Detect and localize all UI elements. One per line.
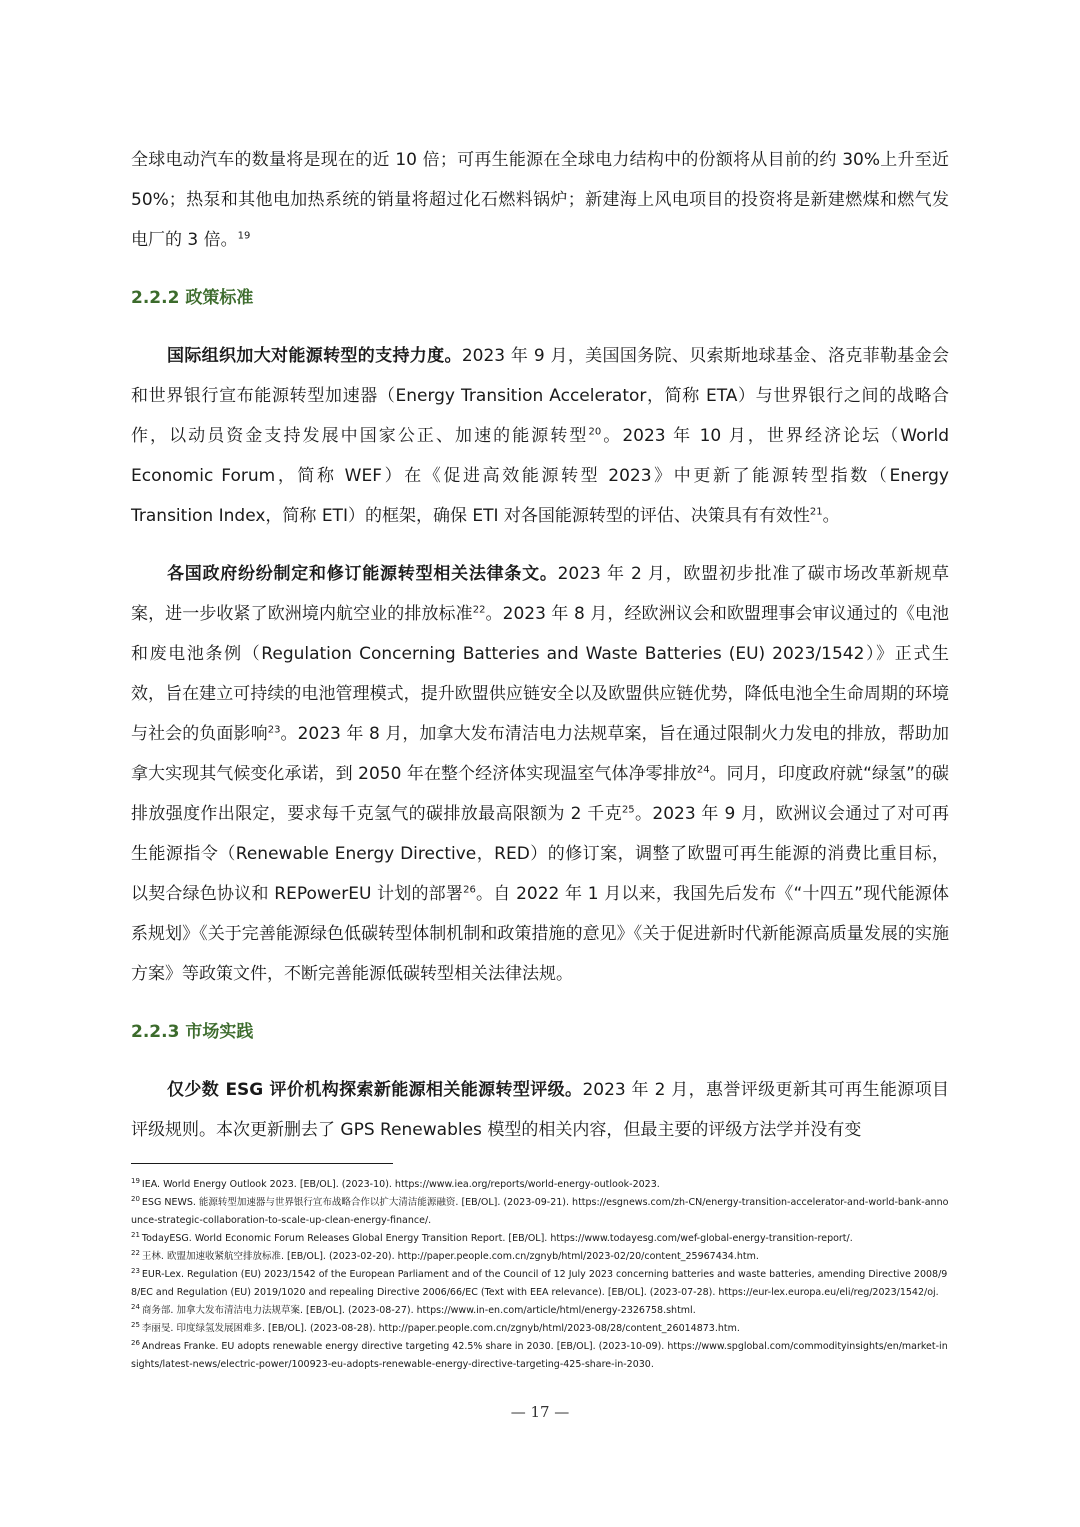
footnote-number: 26: [131, 1338, 140, 1347]
gov-text-6: 。自 2022 年 1 月以来，我国先后发布《“十四五”现代能源体系规划》《关于完善能源绿色低碳转型体制机制和政策措施的意见》《关于促进新时代新能源高质量发展的实施方案》等政策文件，不断完善能源低碳转型相关法律法规。: [131, 884, 949, 984]
footnote-item: [131, 1248, 951, 1266]
footnote-item: [131, 1338, 951, 1374]
footnote-ref[interactable]: 20: [588, 426, 602, 438]
footnote-number: 24: [131, 1302, 140, 1311]
footnote-item: [131, 1266, 951, 1302]
footnote-divider: [131, 1163, 393, 1164]
page-number: — 17 —: [510, 1403, 570, 1421]
footnotes: [131, 1176, 951, 1374]
footnote-ref[interactable]: 21: [809, 506, 823, 518]
footnote-text: ESG NEWS. 能源转型加速器与世界银行宣布战略合作以扩大清洁能源融资. [EB/OL]. (2023-09-21). https://esgnews.com/zh-CN/energy-transition-accelerator-and-world-bank-announce-strategic-collaboration-to-scale-up-clean-energy-finance/.: [131, 1197, 949, 1226]
footnote-text: 王林. 欧盟加速收紧航空排放标准. [EB/OL]. (2023-02-20). http://paper.people.com.cn/zgnyb/html/2023-02/20/content_25967434.htm.: [141, 1251, 759, 1262]
footnote-text: IEA. World Energy Outlook 2023. [EB/OL]. (2023-10). https://www.iea.org/reports/world-energy-outlook-2023.: [141, 1179, 660, 1190]
footnote-item: [131, 1230, 951, 1248]
footnote-number: 23: [131, 1266, 140, 1275]
intl-lead: 国际组织加大对能源转型的支持力度。: [167, 346, 462, 366]
footnote-item: [131, 1176, 951, 1194]
footnote-number: 22: [131, 1248, 140, 1257]
intl-text-1: 2023 年 9 月，美国国务院、贝索斯地球基金、洛克菲勒基金会和世界银行宣布能源转型加速器（Energy Transition Accelerator，简称 ETA）与世界银行之间的战略合作，以动员资金支持发展中国家公正、加速的能源转型: [131, 346, 949, 446]
gov-text-4: 。同月，印度政府就“绿氢”的碳排放强度作出限定，要求每千克氢气的碳排放最高限额为 2 千克: [131, 764, 949, 824]
section-heading-market: 2.2.3 市场实践: [131, 1022, 254, 1042]
footnote-ref[interactable]: 25: [621, 804, 635, 816]
footnote-text: 李丽旻. 印度绿氢发展困难多. [EB/OL]. (2023-08-28). http://paper.people.com.cn/zgnyb/html/2023-08/28/content_26014873.htm.: [141, 1323, 740, 1334]
intl-paragraph: [131, 336, 949, 536]
footnote-item: [131, 1302, 951, 1320]
footnote-text: Andreas Franke. EU adopts renewable energy directive targeting 42.5% share in 2030. [EB/OL]. (2023-10-09). https://www.spglobal.com/commodityinsights/en/market-insights/latest-news/electric-power/100923-eu-adopts-renewable-energy-directive-targeting-425-share-in-2030.: [131, 1341, 948, 1370]
footnote-ref[interactable]: 22: [472, 604, 486, 616]
footnote-number: 21: [131, 1230, 140, 1239]
footnote-ref[interactable]: 26: [463, 884, 476, 896]
gov-text-5: 。2023 年 9 月，欧洲议会通过了对可再生能源指令（Renewable Energy Directive，RED）的修订案，调整了欧盟可再生能源的消费比重目标，以契合绿色协议和 REPowerEU 计划的部署: [131, 804, 950, 904]
intro-paragraph: [131, 140, 949, 260]
intro-text: 全球电动汽车的数量将是现在的近 10 倍；可再生能源在全球电力结构中的份额将从目前的约 30%上升至近 50%；热泵和其他电加热系统的销量将超过化石燃料锅炉；新建海上风电项目的投资将是新建燃煤和燃气发电厂的 3 倍。: [131, 150, 949, 250]
footnote-item: [131, 1194, 951, 1230]
footnote-text: 商务部. 加拿大发布清洁电力法规草案. [EB/OL]. (2023-08-27). https://www.in-en.com/article/html/energy-2326758.shtml.: [141, 1305, 696, 1316]
market-paragraph: [131, 1070, 949, 1150]
footnote-text: TodayESG. World Economic Forum Releases Global Energy Transition Report. [EB/OL]. https://www.todayesg.com/wef-global-energy-transition-report/.: [141, 1233, 853, 1244]
gov-lead: 各国政府纷纷制定和修订能源转型相关法律条文。: [167, 564, 558, 584]
footnote-number: 20: [131, 1194, 140, 1203]
footnote-ref[interactable]: 24: [696, 764, 710, 776]
gov-text-3: 。2023 年 8 月，加拿大发布清洁电力法规草案，旨在通过限制火力发电的排放，帮助加拿大实现其气候变化承诺，到 2050 年在整个经济体实现温室气体净零排放: [131, 724, 950, 784]
gov-text-1: 2023 年 2 月，欧盟初步批准了碳市场改革新规草案，进一步收紧了欧洲境内航空业的排放标准: [131, 564, 949, 624]
footnote-ref[interactable]: 23: [267, 724, 281, 736]
intl-text-3: 。: [822, 506, 840, 526]
gov-paragraph: [131, 554, 949, 994]
footnote-text: EUR-Lex. Regulation (EU) 2023/1542 of the European Parliament and of the Council of 12 July 2023 concerning batteries and waste batteries, amending Directive 2008/98/EC and Regulation (EU) 2019/1020 and repealing Directive 2006/66/EC (Text with EEA relevance). [EB/OL]. (2023-07-28). https://eur-lex.europa.eu/eli/reg/2023/1542/oj.: [131, 1269, 948, 1298]
intl-text-2: 。2023 年 10 月，世界经济论坛（World Economic Forum，简称 WEF）在《促进高效能源转型 2023》中更新了能源转型指数（Energy Transition Index，简称 ETI）的框架，确保 ETI 对各国能源转型的评估、决策具有有效性: [131, 426, 949, 526]
footnote-number: 19: [131, 1176, 140, 1185]
footnote-number: 25: [131, 1320, 140, 1329]
footnote-ref[interactable]: 19: [237, 230, 251, 242]
market-lead: 仅少数 ESG 评价机构探索新能源相关能源转型评级。: [167, 1080, 583, 1100]
gov-text-2: 。2023 年 8 月，经欧洲议会和欧盟理事会审议通过的《电池和废电池条例（Regulation Concerning Batteries and Waste Batteries (EU) 2023/1542）》正式生效，旨在建立可持续的电池管理模式，提升欧盟供应链安全以及欧盟供应链优势，降低电池全生命周期的环境与社会的负面影响: [131, 604, 950, 744]
footnote-item: [131, 1320, 951, 1338]
market-text-1: 2023 年 2 月，惠誉评级更新其可再生能源项目评级规则。本次更新删去了 GPS Renewables 模型的相关内容，但最主要的评级方法学并没有变: [131, 1080, 949, 1140]
page-body: [131, 140, 949, 1150]
section-heading-policy: 2.2.2 政策标准: [131, 288, 254, 308]
